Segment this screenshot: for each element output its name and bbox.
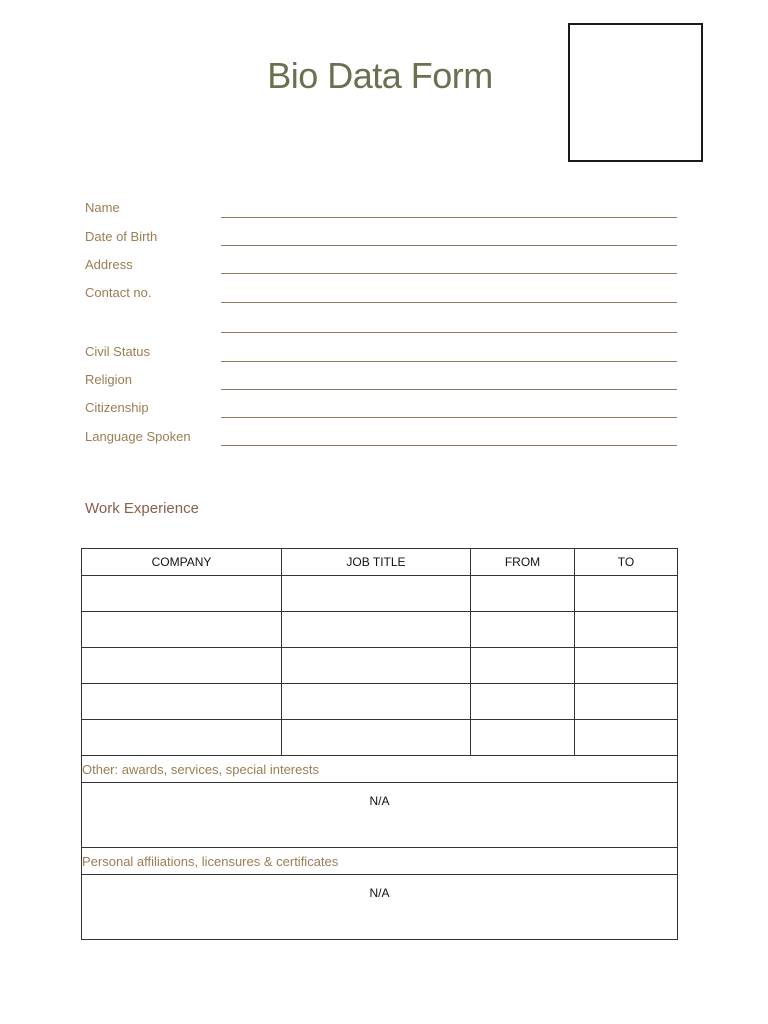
column-header-company: COMPANY [82, 549, 282, 576]
table-cell-to[interactable] [575, 576, 678, 612]
table-cell-from[interactable] [471, 648, 575, 684]
table-cell-company[interactable] [82, 720, 282, 756]
field-label-religion: Religion [85, 372, 132, 387]
other-label-row [82, 756, 678, 783]
field-label-civil-status: Civil Status [85, 344, 151, 359]
table-cell-job-title[interactable] [282, 576, 471, 612]
affiliations-value-row [82, 875, 678, 940]
column-header-job-title: JOB TITLE [282, 549, 471, 576]
column-header-from: FROM [471, 549, 575, 576]
table-cell-job-title[interactable] [282, 720, 471, 756]
table-row [82, 576, 678, 612]
table-cell-job-title[interactable] [282, 612, 471, 648]
field-line-name[interactable] [221, 217, 677, 218]
field-line-address[interactable] [221, 273, 677, 274]
field-label-contact-no: Contact no. [85, 285, 152, 300]
table-cell-to[interactable] [575, 684, 678, 720]
field-label-citizenship: Citizenship [85, 400, 149, 415]
work-experience-table [81, 548, 678, 940]
table-row [82, 720, 678, 756]
table-row [82, 612, 678, 648]
other-value-row [82, 783, 678, 848]
table-cell-company[interactable] [82, 576, 282, 612]
field-label-date-of-birth: Date of Birth [85, 229, 158, 244]
table-cell-job-title[interactable] [282, 648, 471, 684]
table-row [82, 648, 678, 684]
affiliations-label-row [82, 848, 678, 875]
table-cell-from[interactable] [471, 720, 575, 756]
affiliations-label: Personal affiliations, licensures & certificates [82, 848, 678, 875]
field-line-date-of-birth[interactable] [221, 245, 677, 246]
table-header-row [82, 549, 678, 576]
field-label-address: Address [85, 257, 133, 272]
column-header-to: TO [575, 549, 678, 576]
table-cell-from[interactable] [471, 612, 575, 648]
field-line-religion[interactable] [221, 389, 677, 390]
table-cell-to[interactable] [575, 648, 678, 684]
table-cell-job-title[interactable] [282, 684, 471, 720]
other-value[interactable]: N/A [82, 783, 678, 848]
section-heading-work-experience: Work Experience [85, 500, 199, 517]
table-cell-from[interactable] [471, 576, 575, 612]
table-cell-to[interactable] [575, 612, 678, 648]
page-title: Bio Data Form [267, 55, 493, 96]
table-row [82, 684, 678, 720]
table-cell-company[interactable] [82, 684, 282, 720]
other-label: Other: awards, services, special interests [82, 756, 678, 783]
field-line-language-spoken[interactable] [221, 445, 677, 446]
table-cell-company[interactable] [82, 612, 282, 648]
affiliations-value[interactable]: N/A [82, 875, 678, 940]
photo-box [568, 23, 703, 162]
field-line-citizenship[interactable] [221, 417, 677, 418]
table-cell-to[interactable] [575, 720, 678, 756]
field-label-name: Name [85, 200, 120, 215]
table-cell-company[interactable] [82, 648, 282, 684]
table-cell-from[interactable] [471, 684, 575, 720]
field-label-language-spoken: Language Spoken [85, 429, 191, 444]
field-line-contact-no[interactable] [221, 302, 677, 303]
field-line-contact-extra[interactable] [221, 332, 677, 333]
field-line-civil-status[interactable] [221, 361, 677, 362]
